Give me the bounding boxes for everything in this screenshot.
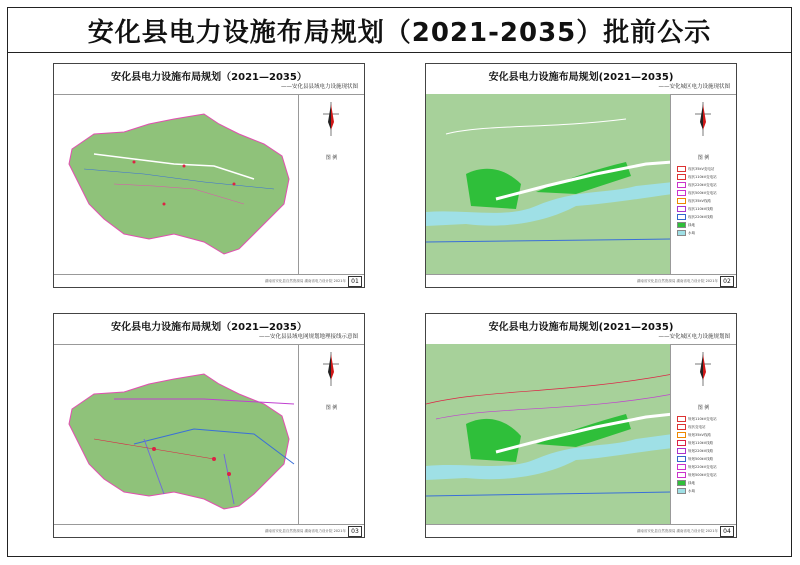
- legend-item: [677, 488, 695, 494]
- legend-item: [677, 456, 713, 462]
- legend-panel: [298, 344, 364, 525]
- legend-label: 现状220kV变电站: [688, 182, 717, 187]
- legend-label: 规划220kV变电站: [688, 464, 717, 469]
- legend-label: 现状变电站: [688, 424, 706, 429]
- legend-heading: 图 例: [697, 155, 710, 161]
- sheet-footer: [426, 274, 736, 287]
- footer-info: 湖南省安化县自然资源局 湖南省电力设计院 2021年: [636, 529, 718, 533]
- legend-label: 水域: [688, 488, 695, 493]
- footer-info: 湖南省安化县自然资源局 湖南省电力设计院 2021年: [636, 279, 718, 283]
- legend-swatch: [677, 440, 686, 446]
- legend-label: 规划110kV线路: [688, 440, 714, 445]
- legend-heading: 图 例: [697, 405, 710, 411]
- legend-label: 规划220kV线路: [688, 448, 714, 453]
- legend-panel: [670, 344, 736, 525]
- sheet-title: 安化县电力设施布局规划(2021—2035): [488, 72, 674, 83]
- legend-label: 规划500kV变电站: [688, 472, 717, 477]
- legend-swatch: [677, 480, 686, 486]
- legend-swatch: [677, 230, 686, 236]
- map-sheet-01[interactable]: [53, 63, 365, 288]
- legend-panel: [670, 94, 736, 275]
- sheet-footer: [426, 524, 736, 537]
- sheet-number: 01: [348, 276, 362, 287]
- legend-item: [677, 480, 695, 486]
- sheet-header: [54, 314, 364, 345]
- legend-swatch: [677, 174, 686, 180]
- sheet-header: [426, 64, 736, 95]
- legend-swatch: [677, 416, 686, 422]
- sheet-subtitle: ——安化城区电力设施现状图: [658, 84, 730, 90]
- north-arrow-icon: [323, 102, 339, 136]
- grid-map-graphic: [54, 344, 299, 525]
- north-arrow-icon: [323, 352, 339, 386]
- sheet-title: 安化县电力设施布局规划(2021—2035): [488, 322, 674, 333]
- legend-item: [677, 182, 717, 188]
- legend-item: [677, 432, 711, 438]
- legend-item: [677, 416, 717, 422]
- sheet-number: 04: [720, 526, 734, 537]
- legend-label: 规划110kV变电站: [688, 416, 717, 421]
- legend-item: [677, 222, 695, 228]
- map-sheet-02[interactable]: [425, 63, 737, 288]
- poster-frame: [7, 7, 792, 557]
- urban-plan-map-graphic: [426, 344, 671, 525]
- title-bar: [8, 8, 791, 53]
- county-map-graphic: [54, 94, 299, 275]
- sheet-header: [54, 64, 364, 95]
- legend-swatch: [677, 190, 686, 196]
- legend-swatch: [677, 488, 686, 494]
- footer-info: 湖南省安化县自然资源局 湖南省电力设计院 2021年: [264, 279, 346, 283]
- legend-item: [677, 424, 706, 430]
- sheet-footer: [54, 524, 364, 537]
- legend-label: 现状35kV变电站: [688, 166, 715, 171]
- legend-label: 水域: [688, 230, 695, 235]
- north-arrow-icon: [695, 352, 711, 386]
- legend-item: [677, 214, 713, 220]
- legend-label: 现状35kV线路: [688, 198, 711, 203]
- legend-swatch: [677, 424, 686, 430]
- legend-label: 绿地: [688, 480, 695, 485]
- legend-heading: 图 例: [325, 405, 338, 411]
- page-title: 安化县电力设施布局规划（2021-2035）批前公示: [87, 17, 712, 48]
- legend-swatch: [677, 182, 686, 188]
- legend-label: 绿地: [688, 222, 695, 227]
- legend-label: 现状500kV变电站: [688, 190, 717, 195]
- legend-label: 现状110kV变电站: [688, 174, 717, 179]
- legend-label: 现状220kV线路: [688, 214, 714, 219]
- urban-map-graphic: [426, 94, 671, 275]
- legend-swatch: [677, 464, 686, 470]
- sheet-subtitle: ——安化县县域电力设施现状图: [280, 84, 358, 90]
- urban-plan-map: [426, 344, 671, 525]
- map-sheet-04[interactable]: [425, 313, 737, 538]
- sheet-subtitle: ——安化城区电力设施规划图: [658, 334, 730, 340]
- map-sheet-03[interactable]: [53, 313, 365, 538]
- grid-map: [54, 344, 299, 525]
- legend-item: [677, 464, 717, 470]
- legend-item: [677, 190, 717, 196]
- legend-item: [677, 230, 695, 236]
- legend-item: [677, 174, 717, 180]
- legend-item: [677, 198, 711, 204]
- legend-swatch: [677, 214, 686, 220]
- north-arrow-icon: [695, 102, 711, 136]
- legend-swatch: [677, 206, 686, 212]
- footer-info: 湖南省安化县自然资源局 湖南省电力设计院 2021年: [264, 529, 346, 533]
- legend-label: 规划35kV线路: [688, 432, 711, 437]
- sheet-number: 02: [720, 276, 734, 287]
- legend-item: [677, 472, 717, 478]
- legend-label: 规划500kV线路: [688, 456, 714, 461]
- legend-swatch: [677, 198, 686, 204]
- legend-item: [677, 448, 713, 454]
- sheet-title: 安化县电力设施布局规划（2021—2035）: [111, 322, 307, 333]
- sheet-title: 安化县电力设施布局规划（2021—2035）: [111, 72, 307, 83]
- legend-panel: [298, 94, 364, 275]
- sheet-number: 03: [348, 526, 362, 537]
- legend-swatch: [677, 222, 686, 228]
- sheet-subtitle: ——安化县县域电网规划地理接线示意图: [258, 334, 358, 340]
- legend-item: [677, 166, 714, 172]
- legend-label: 现状110kV线路: [688, 206, 714, 211]
- legend-swatch: [677, 166, 686, 172]
- legend-swatch: [677, 472, 686, 478]
- legend-swatch: [677, 448, 686, 454]
- legend-item: [677, 206, 713, 212]
- sheet-header: [426, 314, 736, 345]
- legend-heading: 图 例: [325, 155, 338, 161]
- legend-item: [677, 440, 713, 446]
- county-map: [54, 94, 299, 275]
- urban-map: [426, 94, 671, 275]
- legend-swatch: [677, 456, 686, 462]
- legend-swatch: [677, 432, 686, 438]
- sheet-footer: [54, 274, 364, 287]
